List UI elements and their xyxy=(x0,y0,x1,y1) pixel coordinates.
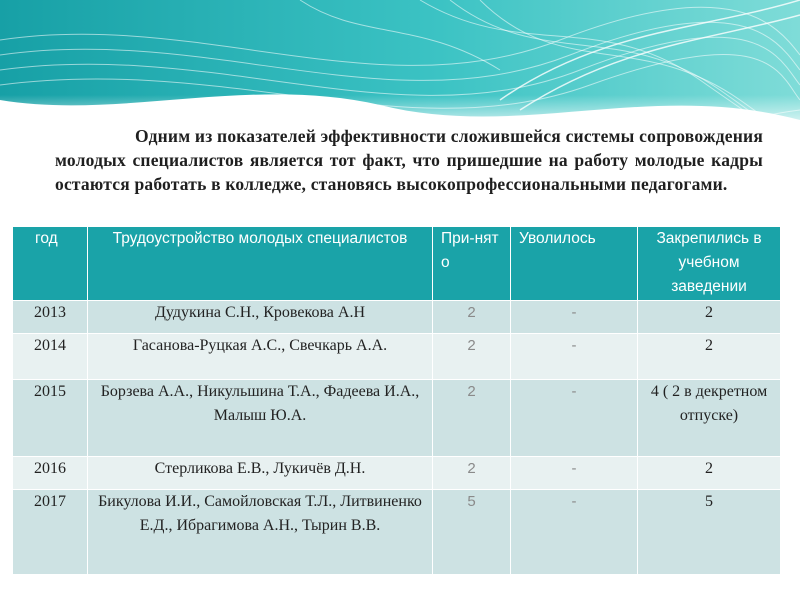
cell-hired: 2 xyxy=(433,380,511,457)
cell-hired: 2 xyxy=(433,301,511,334)
table-row xyxy=(13,457,781,490)
cell-left: - xyxy=(511,380,638,457)
header-hired: При-нято xyxy=(433,227,511,301)
decorative-banner xyxy=(0,0,800,235)
wave-background-graphic xyxy=(0,0,800,235)
cell-hired: 5 xyxy=(433,490,511,575)
header-employment: Трудоустройство молодых специалистов xyxy=(88,227,433,301)
cell-year: 2014 xyxy=(13,334,88,380)
cell-stayed: 5 xyxy=(638,490,781,575)
cell-names: Дудукина С.Н., Кровекова А.Н xyxy=(88,301,433,334)
cell-year: 2015 xyxy=(13,380,88,457)
cell-year: 2016 xyxy=(13,457,88,490)
cell-stayed: 2 xyxy=(638,334,781,380)
cell-names: Борзева А.А., Никульшина Т.А., Фадеева И.А., Малыш Ю.А. xyxy=(88,380,433,457)
table-header-row xyxy=(13,227,781,301)
header-year: год xyxy=(13,227,88,301)
cell-left: - xyxy=(511,301,638,334)
cell-stayed: 4 ( 2 в декретном отпуске) xyxy=(638,380,781,457)
employment-table xyxy=(12,226,781,575)
table-row xyxy=(13,380,781,457)
table-row xyxy=(13,334,781,380)
header-stayed: Закрепились в учебном заведении xyxy=(638,227,781,301)
cell-hired: 2 xyxy=(433,457,511,490)
table-row xyxy=(13,301,781,334)
cell-stayed: 2 xyxy=(638,457,781,490)
cell-hired: 2 xyxy=(433,334,511,380)
cell-left: - xyxy=(511,457,638,490)
intro-paragraph: Одним из показателей эффективности сложившейся системы сопровождения молодых специалистов является тот факт, что пришедшие на работу молодые кадры остаются работать в колледже, становясь высокопрофессиональными педагогами. xyxy=(55,125,763,194)
header-left: Уволилось xyxy=(511,227,638,301)
cell-year: 2013 xyxy=(13,301,88,334)
cell-stayed: 2 xyxy=(638,301,781,334)
cell-names: Стерликова Е.В., Лукичёв Д.Н. xyxy=(88,457,433,490)
cell-left: - xyxy=(511,490,638,575)
cell-names: Гасанова-Руцкая А.С., Свечкарь А.А. xyxy=(88,334,433,380)
cell-left: - xyxy=(511,334,638,380)
cell-names: Бикулова И.И., Самойловская Т.Л., Литвиненко Е.Д., Ибрагимова А.Н., Тырин В.В. xyxy=(88,490,433,575)
table-row xyxy=(13,490,781,575)
cell-year: 2017 xyxy=(13,490,88,575)
